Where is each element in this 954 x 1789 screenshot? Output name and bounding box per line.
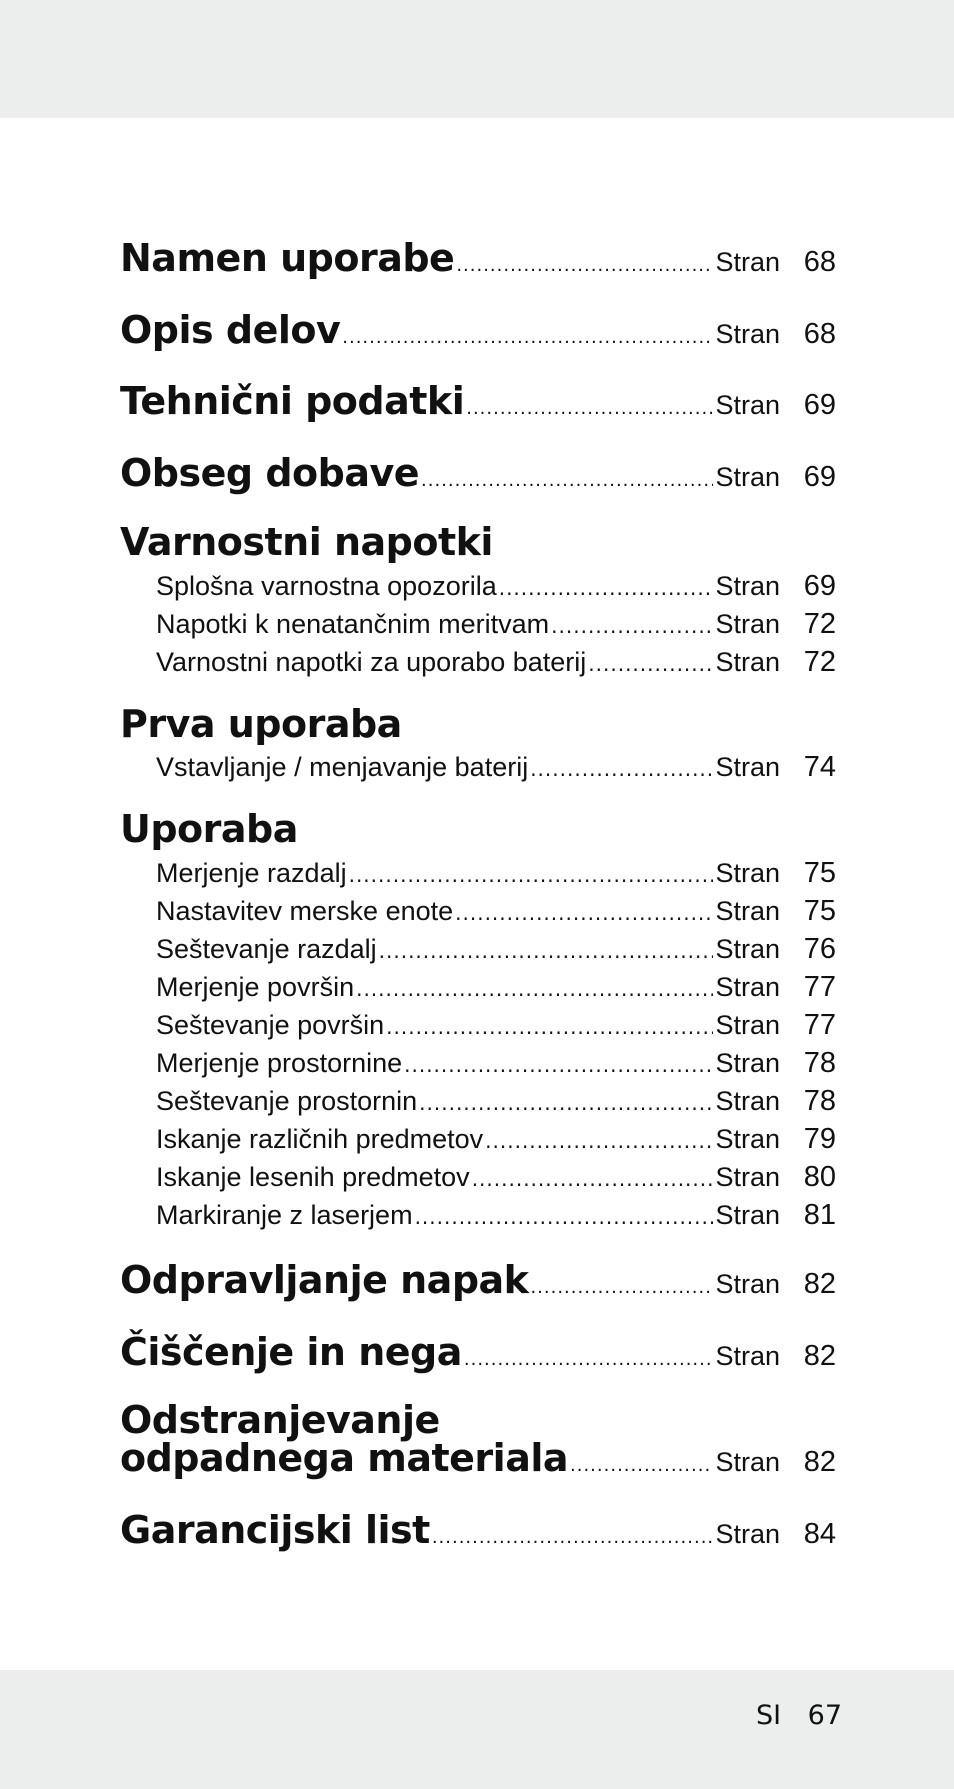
- page-word: Stran: [715, 1048, 780, 1078]
- toc-subentry-title: Seštevanje prostornin: [156, 1086, 418, 1116]
- page-word: Stran: [715, 571, 780, 601]
- toc-subentry-title: Merjenje površin: [156, 972, 355, 1002]
- leader-dots: [356, 979, 713, 999]
- toc-subentry[interactable]: [156, 971, 836, 1004]
- leader-dots: [456, 257, 713, 275]
- leader-dots: [466, 400, 713, 418]
- page-footer: [756, 1700, 842, 1731]
- page-number: 82: [803, 1268, 836, 1300]
- page-word: Stran: [715, 1341, 780, 1371]
- leader-dots: [386, 1017, 713, 1037]
- page-word: Stran: [715, 1200, 780, 1230]
- toc-entry-title: Tehnični podatki: [120, 379, 465, 423]
- page-word: Stran: [715, 934, 780, 964]
- page-word: Stran: [715, 647, 780, 677]
- page-number: 74: [803, 751, 836, 783]
- toc-entry-garancijski[interactable]: [120, 1508, 836, 1552]
- page-number: 81: [803, 1199, 836, 1231]
- toc-section-varnostni[interactable]: Varnostni napotki: [120, 520, 493, 564]
- page-number: 68: [803, 246, 836, 278]
- toc-subentry[interactable]: [156, 1047, 836, 1080]
- toc-subentry[interactable]: [156, 1085, 836, 1118]
- leader-dots: [349, 865, 714, 885]
- toc-subentry-title: Seštevanje površin: [156, 1010, 385, 1040]
- toc-entry-tehnicni[interactable]: [120, 379, 836, 423]
- leader-dots: [415, 1207, 714, 1227]
- page-word: Stran: [715, 1124, 780, 1154]
- toc-entry-odstranjevanje[interactable]: [120, 1436, 836, 1480]
- page-word: Stran: [715, 390, 780, 420]
- toc-section-prva[interactable]: Prva uporaba: [120, 702, 402, 746]
- toc-entry-opis[interactable]: [120, 308, 836, 352]
- page-word: Stran: [715, 1010, 780, 1040]
- toc-subentry[interactable]: [156, 857, 836, 890]
- toc-subentry-title: Nastavitev merske enote: [156, 896, 454, 926]
- toc-subentry-title: Varnostni napotki za uporabo baterij: [156, 647, 587, 677]
- page-word: Stran: [715, 609, 780, 639]
- toc-subentry[interactable]: [156, 646, 836, 679]
- page-number: 82: [803, 1446, 836, 1478]
- toc-entry-ciscenje[interactable]: [120, 1330, 836, 1374]
- page-word: Stran: [715, 462, 780, 492]
- toc-subentry-title: Splošna varnostna opozorila: [156, 571, 497, 601]
- page-number: 77: [803, 971, 836, 1003]
- footer-page-number: 67: [807, 1700, 842, 1731]
- page-word: Stran: [715, 319, 780, 349]
- toc-entry-title: Obseg dobave: [120, 451, 420, 495]
- leader-dots: [530, 1279, 713, 1297]
- toc-subentry-title: Vstavljanje / menjavanje baterij: [156, 752, 529, 782]
- leader-dots: [588, 654, 713, 674]
- toc-entry-odstranjevanje-line1[interactable]: Odstranjevanje: [120, 1398, 440, 1442]
- page-number: 78: [803, 1047, 836, 1079]
- leader-dots: [499, 578, 714, 598]
- page-word: Stran: [715, 752, 780, 782]
- leader-dots: [419, 1093, 713, 1113]
- page-word: Stran: [715, 972, 780, 1002]
- leader-dots: [464, 1351, 714, 1369]
- toc-subentry-title: Napotki k nenatančnim meritvam: [156, 609, 550, 639]
- toc-entry-title: Namen uporabe: [120, 236, 455, 280]
- page-number: 77: [803, 1009, 836, 1041]
- toc-section-uporaba[interactable]: Uporaba: [120, 807, 298, 851]
- page-number: 79: [803, 1123, 836, 1155]
- toc-subentry-title: Merjenje razdalj: [156, 858, 347, 888]
- leader-dots: [570, 1457, 713, 1475]
- page-word: Stran: [715, 1269, 780, 1299]
- page-number: 76: [803, 933, 836, 965]
- top-margin-band: [0, 0, 954, 118]
- leader-dots: [342, 329, 713, 347]
- page-number: 72: [803, 646, 836, 678]
- page-word: Stran: [715, 247, 780, 277]
- page-number: 69: [803, 389, 836, 421]
- toc-entry-namen[interactable]: [120, 236, 836, 280]
- toc-entry-title: Čiščenje in nega: [120, 1330, 462, 1374]
- toc-entry-title: Odpravljanje napak: [120, 1258, 529, 1302]
- leader-dots: [421, 472, 713, 490]
- leader-dots: [404, 1055, 713, 1075]
- leader-dots: [455, 903, 713, 923]
- toc-entry-title: Garancijski list: [120, 1508, 430, 1552]
- page-word: Stran: [715, 1519, 780, 1549]
- toc-subentry[interactable]: [156, 1009, 836, 1042]
- toc-subentry[interactable]: [156, 608, 836, 641]
- page-number: 75: [803, 895, 836, 927]
- page-number: 72: [803, 608, 836, 640]
- page-word: Stran: [715, 896, 780, 926]
- page-word: Stran: [715, 1447, 780, 1477]
- leader-dots: [432, 1529, 714, 1547]
- toc-entry-title: odpadnega materiala: [120, 1436, 569, 1480]
- footer-language-code: SI: [755, 1700, 782, 1731]
- toc-subentry[interactable]: [156, 933, 836, 966]
- toc-subentry-title: Iskanje lesenih predmetov: [156, 1162, 470, 1192]
- toc-entry-odpravljanje[interactable]: [120, 1258, 836, 1302]
- toc-subentry[interactable]: [156, 1199, 836, 1232]
- leader-dots: [472, 1169, 714, 1189]
- leader-dots: [485, 1131, 713, 1151]
- leader-dots: [379, 941, 714, 961]
- page-word: Stran: [715, 1162, 780, 1192]
- leader-dots: [530, 759, 713, 779]
- page-number: 80: [803, 1161, 836, 1193]
- page-number: 82: [803, 1340, 836, 1372]
- toc-subentry-title: Iskanje različnih predmetov: [156, 1124, 484, 1154]
- page-number: 69: [803, 461, 836, 493]
- page-number: 68: [803, 318, 836, 350]
- page-number: 75: [803, 857, 836, 889]
- toc-subentry[interactable]: [156, 895, 836, 928]
- page-number: 78: [803, 1085, 836, 1117]
- toc-subentry[interactable]: [156, 1123, 836, 1156]
- toc-subentry-title: Markiranje z laserjem: [156, 1200, 413, 1230]
- toc-subentry-title: Merjenje prostornine: [156, 1048, 403, 1078]
- page-number: 84: [803, 1518, 836, 1550]
- page-word: Stran: [715, 858, 780, 888]
- toc-subentry[interactable]: [156, 570, 836, 603]
- page-word: Stran: [715, 1086, 780, 1116]
- toc-subentry[interactable]: [156, 751, 836, 784]
- toc-entry-title: Opis delov: [120, 308, 341, 352]
- toc-subentry[interactable]: [156, 1161, 836, 1194]
- page-number: 69: [803, 570, 836, 602]
- toc-entry-obseg[interactable]: [120, 451, 836, 495]
- toc-subentry-title: Seštevanje razdalj: [156, 934, 377, 964]
- leader-dots: [551, 616, 713, 636]
